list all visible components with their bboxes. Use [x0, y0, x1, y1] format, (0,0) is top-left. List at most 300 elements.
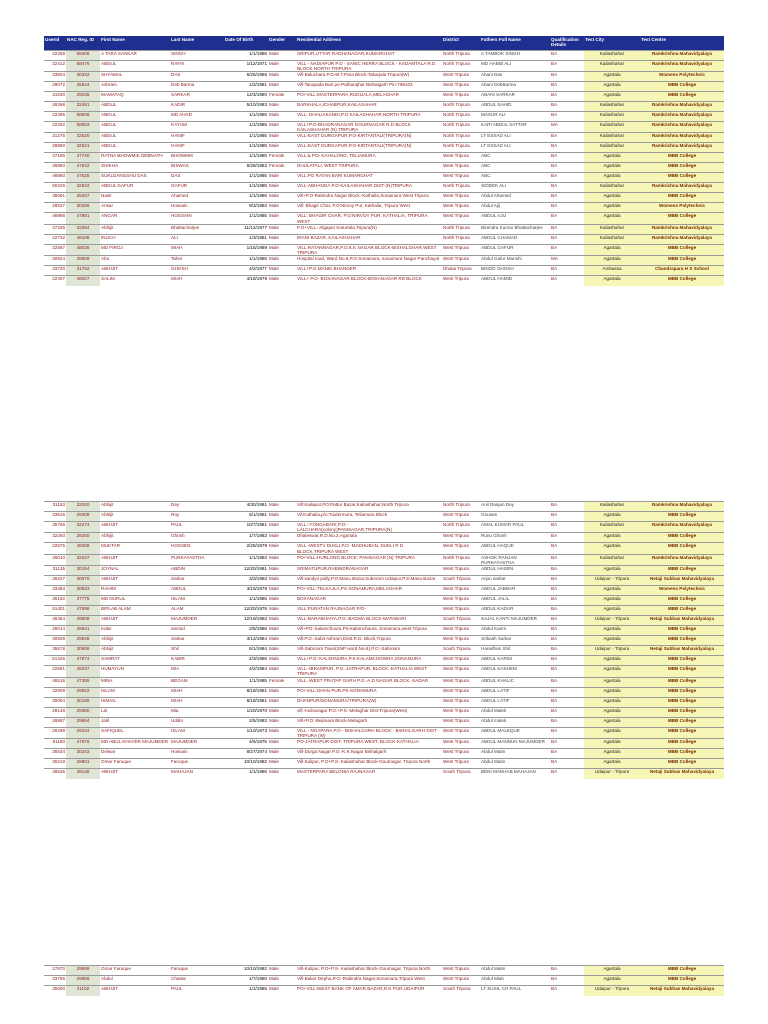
nac-reg-id-cell: 28941: [66, 626, 100, 636]
user-id-cell: 22581: [44, 666, 66, 677]
col-header: Residential Address: [296, 36, 442, 50]
table-row: [44, 71, 724, 81]
test-centre-cell: MBB College: [640, 533, 724, 543]
first-name-cell: Kabir: [100, 626, 170, 636]
user-id-cell: 46860: [44, 173, 66, 183]
first-name-cell: Abhijit: [100, 224, 170, 234]
qualification-cell: BA: [550, 60, 584, 71]
district-cell: North Tripura: [442, 143, 480, 153]
gender-cell: Male: [268, 566, 296, 576]
father-name-cell: LT ESSAD ALI: [480, 133, 550, 143]
dob-cell: 1/1/1985: [224, 193, 268, 203]
test-centre-cell: MBB College: [640, 626, 724, 636]
col-header: First Name: [100, 36, 170, 50]
first-name-cell: Ashram: [100, 81, 170, 91]
first-name-cell: ABHIJIT: [100, 986, 170, 996]
first-name-cell: ANGAR: [100, 213, 170, 224]
col-header: Date Of Birth: [224, 36, 268, 50]
table-row: [44, 256, 724, 266]
nac-reg-id-cell: 29922: [66, 687, 100, 697]
address-cell: Vil:Kathalia,p/o:Tuidermura, Teliamura Block: [296, 512, 442, 522]
col-header: NAC Reg. ID: [66, 36, 100, 50]
user-id-cell: 22567: [44, 244, 66, 255]
first-name-cell: Abhijit: [100, 646, 170, 656]
district-cell: West Tripura: [442, 193, 480, 203]
address-cell: Hospital road, Ward No.8,P.O.Sonamura, sonamura Nagar Panchayat: [296, 256, 442, 266]
address-cell: VILL:-YONGABARI,P.O:-LALCHARA(colony)PANISAGAR,TRIPURA(N): [296, 522, 442, 533]
user-id-cell: 48354: [44, 616, 66, 626]
user-id-cell: 50226: [44, 183, 66, 193]
dob-cell: 4/2/1977: [224, 266, 268, 276]
dob-cell: 3/15/1979: [224, 586, 268, 596]
district-cell: West Tripura: [442, 512, 480, 522]
test-centre-cell: Netaji Subhas Mahavidyalaya: [640, 769, 724, 779]
address-cell: Vill+P.O:-Bejimara Block-Melagarh: [296, 717, 442, 727]
last-name-cell: Faruque: [170, 966, 224, 976]
test-city-cell: Agartala: [584, 533, 640, 543]
last-name-cell: MIAH: [170, 687, 224, 697]
test-centre-cell: Ramkrishna Mahavidyalaya: [640, 60, 724, 71]
dob-cell: 11/12/1977: [224, 224, 268, 234]
col-header: Test Centre: [640, 36, 724, 50]
father-name-cell: ABDUL SAHID: [480, 101, 550, 111]
table-row: [44, 121, 724, 132]
first-name-cell: ABDUL: [100, 143, 170, 153]
test-centre-cell: MBB College: [640, 966, 724, 976]
test-centre-cell: Ramkrishna Mahavidyalaya: [640, 101, 724, 111]
dob-cell: 2/5/1986: [224, 626, 268, 636]
district-cell: West Tripura: [442, 739, 480, 749]
father-name-cell: A TAMBOK SINGH: [480, 50, 550, 60]
user-id-cell: 35218: [44, 759, 66, 769]
father-name-cell: KARI ABDUL SATTAR: [480, 121, 550, 132]
user-id-cell: 26299: [44, 727, 66, 738]
qualification-cell: MA: [550, 121, 584, 132]
test-centre-cell: Womens Polytechnic: [640, 586, 724, 596]
table-row: [44, 576, 724, 586]
dob-cell: 4/18/1979: [224, 276, 268, 286]
user-id-cell: 22732: [44, 234, 66, 244]
first-name-cell: Abdul: [100, 976, 170, 986]
last-name-cell: Bhattacharjee: [170, 224, 224, 234]
last-name-cell: Sarkar: [170, 636, 224, 646]
test-city-cell: Kailashahar: [584, 111, 640, 121]
table-row: [44, 739, 724, 749]
qualification-cell: BA: [550, 687, 584, 697]
district-cell: North Tripura: [442, 522, 480, 533]
test-city-cell: Udaipur - Tripura: [584, 616, 640, 626]
qualification-cell: BA: [550, 244, 584, 255]
first-name-cell: MD FIROJ: [100, 244, 170, 255]
nac-reg-id-cell: 47976: [66, 739, 100, 749]
test-city-cell: Agartala: [584, 256, 640, 266]
nac-reg-id-cell: 30906: [66, 646, 100, 656]
qualification-cell: BA: [550, 759, 584, 769]
test-city-cell: Agartala: [584, 656, 640, 666]
dob-cell: 1/1/1985: [224, 183, 268, 193]
test-city-cell: Agartala: [584, 213, 640, 224]
user-id-cell: 28887: [44, 717, 66, 727]
test-city-cell: Udaipur - Tripura: [584, 576, 640, 586]
table-row: [44, 586, 724, 596]
last-name-cell: Ghosh: [170, 533, 224, 543]
father-name-cell: LT SUSIL CH PAUL: [480, 986, 550, 996]
user-id-cell: 31275: [44, 133, 66, 143]
address-cell: IRANI BAZAR, KAILASHAHAR: [296, 234, 442, 244]
user-id-cell: 22259: [44, 50, 66, 60]
dob-cell: 1/1/1985: [224, 173, 268, 183]
test-centre-cell: MBB College: [640, 739, 724, 749]
address-cell: Vill: Bhagir Char, P.O:Nirvoy Pur, Kathalia, Tripura West: [296, 203, 442, 213]
nac-reg-id-cell: 32521: [66, 143, 100, 153]
table-row: [44, 60, 724, 71]
test-centre-cell: MBB College: [640, 276, 724, 286]
nac-reg-id-cell: 30194: [66, 566, 100, 576]
last-name-cell: Mia: [170, 707, 224, 717]
father-name-cell: ABDUL KHALIC: [480, 677, 550, 687]
first-name-cell: Abhijit: [100, 636, 170, 646]
test-city-cell: Agartala: [584, 276, 640, 286]
dob-cell: 3/3/1983: [224, 576, 268, 586]
nac-reg-id-cell: 30970: [66, 576, 100, 586]
nac-reg-id-cell: 29308: [66, 512, 100, 522]
last-name-cell: ammid: [170, 626, 224, 636]
user-id-cell: 28148: [44, 707, 66, 717]
qualification-cell: BA: [550, 707, 584, 717]
user-id-cell: 28537: [44, 203, 66, 213]
address-cell: VILL+P.O-BHADRANAGAR GOURNAGAR R.D BLOCK KAILASHAHAR (N) TRIPURA: [296, 121, 442, 132]
first-name-cell: Abhijit: [100, 502, 170, 512]
first-name-cell: SAFIQUEL: [100, 727, 170, 738]
last-name-cell: ABDUL: [170, 586, 224, 596]
district-cell: West Tripura: [442, 707, 480, 717]
table-row: [44, 656, 724, 666]
address-cell: Vill:Kailapur,PO:Pattur Bazar,Kailashahar,North Tripura: [296, 502, 442, 512]
qualification-cell: BA: [550, 522, 584, 533]
test-centre-cell: MBB College: [640, 707, 724, 717]
first-name-cell: Delwar: [100, 749, 170, 759]
last-name-cell: MIAH: [170, 697, 224, 707]
qualification-cell: BA: [550, 143, 584, 153]
test-centre-cell: Netaji Subhas Mahavidyalaya: [640, 616, 724, 626]
address-cell: Vill-Tarapada Bari po-Patharajhar Bishalgarh Pin-799103: [296, 81, 442, 91]
user-id-cell: 51180: [44, 739, 66, 749]
qualification-cell: BA: [550, 234, 584, 244]
father-name-cell: ABDUL HASEN: [480, 566, 550, 576]
gender-cell: Male: [268, 512, 296, 522]
first-name-cell: Nasir: [100, 193, 170, 203]
test-centre-cell: MBB College: [640, 256, 724, 266]
gender-cell: Male: [268, 224, 296, 234]
user-id-cell: 22395: [44, 111, 66, 121]
user-id-cell: 32909: [44, 687, 66, 697]
father-name-cell: ABDUL GAFUR: [480, 244, 550, 255]
father-name-cell: ABDUL HAQUE: [480, 543, 550, 554]
user-id-cell: 27336: [44, 224, 66, 234]
nac-reg-id-cell: 58406: [66, 50, 100, 60]
test-centre-cell: MBB College: [640, 749, 724, 759]
dob-cell: 1/1/1985: [224, 213, 268, 224]
first-name-cell: ABHIJIT: [100, 522, 170, 533]
last-name-cell: Shil: [170, 646, 224, 656]
test-city-cell: Kailashahar: [584, 50, 640, 60]
user-id-cell: 51401: [44, 606, 66, 616]
father-name-cell: ASHOK RANJAN PURKAYASTHA: [480, 554, 550, 565]
nac-reg-id-cell: 47981: [66, 213, 100, 224]
qualification-cell: BA: [550, 727, 584, 738]
qualification-cell: BA: [550, 717, 584, 727]
gender-cell: Male: [268, 586, 296, 596]
test-centre-cell: MBB College: [640, 697, 724, 707]
qualification-cell: BA: [550, 666, 584, 677]
father-name-cell: ABDUL JABBAR: [480, 586, 550, 596]
last-name-cell: Uddin: [170, 717, 224, 727]
father-name-cell: Haradhan Shil: [480, 646, 550, 656]
test-city-cell: Kailashahar: [584, 143, 640, 153]
district-cell: West Tripura: [442, 153, 480, 163]
gender-cell: Male: [268, 522, 296, 533]
test-centre-cell: Netaji Subhas Mahavidyalaya: [640, 986, 724, 996]
nac-reg-id-cell: 47598: [66, 606, 100, 616]
test-city-cell: Ambassa: [584, 266, 640, 276]
qualification-cell: BA: [550, 224, 584, 234]
gender-cell: Male: [268, 244, 296, 255]
father-name-cell: ABC: [480, 163, 550, 173]
qualification-cell: BA: [550, 626, 584, 636]
district-cell: North Tripura: [442, 502, 480, 512]
test-centre-cell: MBB College: [640, 976, 724, 986]
father-name-cell: Birendra Kumar Bhattacharjee: [480, 224, 550, 234]
nac-reg-id-cell: 29894: [66, 717, 100, 727]
dob-cell: 1/12/1971: [224, 60, 268, 71]
table-row: [44, 163, 724, 173]
gender-cell: Male: [268, 739, 296, 749]
first-name-cell: ABDUL: [100, 101, 170, 111]
address-cell: VILL: BHAGIR CHAR, P.O:NIRVOY PUR, KATHALIA, TRIPURA WEST: [296, 213, 442, 224]
first-name-cell: SALIM: [100, 276, 170, 286]
user-id-cell: 30829: [44, 636, 66, 646]
test-city-cell: Agartala: [584, 512, 640, 522]
table-row: [44, 759, 724, 769]
gender-cell: Male: [268, 616, 296, 626]
district-cell: West Tripura: [442, 213, 480, 224]
qualification-cell: BA: [550, 677, 584, 687]
district-cell: South Tripura: [442, 616, 480, 626]
first-name-cell: Abhijit: [100, 533, 170, 543]
qualification-cell: BA: [550, 697, 584, 707]
last-name-cell: ALAM: [170, 606, 224, 616]
user-id-cell: 22262: [44, 121, 66, 132]
nac-reg-id-cell: 32522: [66, 183, 100, 193]
last-name-cell: ISLAM: [170, 596, 224, 606]
father-name-cell: ABDUL KASHEM: [480, 666, 550, 677]
nac-reg-id-cell: 32247: [66, 554, 100, 565]
father-name-cell: ABDUL MANNUN MAJUMDER: [480, 739, 550, 749]
qualification-cell: BA: [550, 739, 584, 749]
test-city-cell: Agartala: [584, 759, 640, 769]
user-id-cell: 30824: [44, 256, 66, 266]
address-cell: SRIMATUPUR,RABINDRANAGAR: [296, 566, 442, 576]
address-cell: Vill-Baker Dephu,P.O:-Rabindra Nagar,Sonamura,Tripura West: [296, 976, 442, 986]
table-row: [44, 677, 724, 687]
address-cell: VILL:PURATAN RAJNAGAR P/O-: [296, 606, 442, 616]
table-row: [44, 234, 724, 244]
qualification-cell: BA: [550, 203, 584, 213]
gender-cell: Male: [268, 554, 296, 565]
nac-reg-id-cell: 29244: [66, 727, 100, 738]
nac-reg-id-cell: 47642: [66, 163, 100, 173]
test-city-cell: Kailashahar: [584, 554, 640, 565]
first-name-cell: MD ABUL KHAYER MAJUMDER: [100, 739, 170, 749]
district-cell: West Tripura: [442, 606, 480, 616]
test-centre-cell: Ramkrishna Mahavidyalaya: [640, 554, 724, 565]
father-name-cell: LT ESSAD ALI: [480, 143, 550, 153]
father-name-cell: Abdul Ajij: [480, 203, 550, 213]
first-name-cell: MINA: [100, 677, 170, 687]
last-name-cell: Hossain: [170, 203, 224, 213]
dob-cell: 12/19/1983: [224, 616, 268, 626]
user-id-cell: 27166: [44, 153, 66, 163]
address-cell: BARKHALA,ICHABPUR,KAILASAHAR: [296, 101, 442, 111]
qualification-cell: BA: [550, 502, 584, 512]
test-centre-cell: Ramkrishna Mahavidyalaya: [640, 502, 724, 512]
district-cell: West Tripura: [442, 91, 480, 101]
address-cell: DHULATALI, WEST TRIPURA: [296, 163, 442, 173]
nac-reg-id-cell: 32284: [66, 224, 100, 234]
nac-reg-id-cell: 29956: [66, 976, 100, 986]
test-city-cell: Kailashahar: [584, 234, 640, 244]
test-city-cell: Agartala: [584, 153, 640, 163]
qualification-cell: BA: [550, 133, 584, 143]
table-row: [44, 276, 724, 286]
dob-cell: 2/3/1986: [224, 656, 268, 666]
father-name-cell: Abdul Matin: [480, 759, 550, 769]
table-row: [44, 727, 724, 738]
address-cell: VILL - NADIAPUR P.O - SANIC HERRA BLOCK - KADAMTALA R.D BLOCK NORTH TRIPURA: [296, 60, 442, 71]
test-centre-cell: MBB College: [640, 759, 724, 769]
first-name-cell: Abhijit: [100, 512, 170, 522]
first-name-cell: ABHIJIT: [100, 616, 170, 626]
address-cell: VILL+P.O.-KALSHNURA,P.S-KALAMCHOWRA,SONAMURA: [296, 656, 442, 666]
test-centre-cell: Womens Polytechnic: [640, 71, 724, 81]
table-row: [44, 153, 724, 163]
user-id-cell: 46986: [44, 213, 66, 224]
district-cell: West Tripura: [442, 966, 480, 976]
first-name-cell: ABDUL: [100, 111, 170, 121]
district-cell: West Tripura: [442, 256, 480, 266]
gender-cell: Male: [268, 626, 296, 636]
address-cell: PO+VILL:TELKAJLA,PS-SONAMURA,MELAGHAR: [296, 586, 442, 596]
nac-reg-id-cell: 29235: [66, 91, 100, 101]
nac-reg-id-cell: 29901: [66, 759, 100, 769]
qualification-cell: BA: [550, 636, 584, 646]
gender-cell: Male: [268, 111, 296, 121]
district-cell: West Tripura: [442, 656, 480, 666]
table-row: [44, 522, 724, 533]
qualification-cell: BA: [550, 163, 584, 173]
table-row: [44, 554, 724, 565]
nac-reg-id-cell: 48027: [66, 276, 100, 286]
first-name-cell: RATNA BHOWMIK DEBNATH: [100, 153, 170, 163]
address-cell: VILL-BARABHAIYA,P.O.-BAGMA BLOCK-MATABARI: [296, 616, 442, 626]
last-name-cell: GAFUR: [170, 183, 224, 193]
nac-reg-id-cell: 30286: [66, 203, 100, 213]
dob-cell: 6/28/1982: [224, 163, 268, 173]
test-city-cell: Agartala: [584, 596, 640, 606]
test-city-cell: Agartala: [584, 173, 640, 183]
dob-cell: 3/12/1984: [224, 636, 268, 646]
qualification-cell: BA: [550, 749, 584, 759]
gender-cell: Male: [268, 727, 296, 738]
last-name-cell: MAJUMDER: [170, 616, 224, 626]
test-centre-cell: MBB College: [640, 81, 724, 91]
district-cell: West Tripura: [442, 173, 480, 183]
test-city-cell: Kailashahar: [584, 121, 640, 132]
last-name-cell: Roy: [170, 512, 224, 522]
district-cell: West Tripura: [442, 636, 480, 646]
user-id-cell: 28268: [44, 101, 66, 111]
user-id-cell: 22407: [44, 276, 66, 286]
user-id-cell: 51326: [44, 656, 66, 666]
test-centre-cell: MBB College: [640, 153, 724, 163]
dob-cell: 10/7/1981: [224, 522, 268, 533]
first-name-cell: MUKTAR: [100, 543, 170, 554]
nac-reg-id-cell: 47775: [66, 596, 100, 606]
dob-cell: 8/18/1981: [224, 697, 268, 707]
father-name-cell: ABANI SARKAR: [480, 91, 550, 101]
gender-cell: Male: [268, 749, 296, 759]
gender-cell: Male: [268, 50, 296, 60]
last-name-cell: Sarkar: [170, 576, 224, 586]
test-centre-cell: Ramkrishna Mahavidyalaya: [640, 121, 724, 132]
test-city-cell: Agartala: [584, 677, 640, 687]
test-city-cell: Agartala: [584, 193, 640, 203]
father-name-cell: ABC: [480, 173, 550, 183]
qualification-cell: BA: [550, 276, 584, 286]
nac-reg-id-cell: 58476: [66, 60, 100, 71]
test-centre-cell: Ramkrishna Mahavidyalaya: [640, 133, 724, 143]
first-name-cell: Omar Faruque: [100, 759, 170, 769]
qualification-cell: BA: [550, 101, 584, 111]
test-centre-cell: Womens Polytechnic: [640, 203, 724, 213]
dob-cell: 1/7/1980: [224, 976, 268, 986]
dob-cell: 4/2/1984: [224, 666, 268, 677]
test-centre-cell: MBB College: [640, 193, 724, 203]
col-header: Last Name: [170, 36, 224, 50]
last-name-cell: PURKAYASTHA: [170, 554, 224, 565]
col-header: Gender: [268, 36, 296, 50]
first-name-cell: Abu: [100, 256, 170, 266]
test-city-cell: Udaipur - Tripura: [584, 986, 640, 996]
father-name-cell: Abdul Miah: [480, 976, 550, 986]
father-name-cell: Runu Ghosh: [480, 533, 550, 543]
qualification-cell: BA: [550, 50, 584, 60]
test-city-cell: Agartala: [584, 606, 640, 616]
table-row: [44, 213, 724, 224]
gender-cell: Male: [268, 502, 296, 512]
address-cell: VILL-EAST DURGAPUR,P.O-KIRTANTALI(TRIPURA(N): [296, 143, 442, 153]
last-name-cell: BEGAM: [170, 677, 224, 687]
gender-cell: Male: [268, 769, 296, 779]
table-row: [44, 183, 724, 193]
father-name-cell: ABDUL HAMID: [480, 276, 550, 286]
last-name-cell: KAYUM: [170, 121, 224, 132]
gender-cell: Male: [268, 533, 296, 543]
father-name-cell: MASUR ALI: [480, 111, 550, 121]
address-cell: Vill-Kulipur, P.O+P.S- Kailashahar Block-Gournagar, Tripura North: [296, 966, 442, 976]
dob-cell: 6/25/1986: [224, 71, 268, 81]
test-city-cell: Agartala: [584, 697, 640, 707]
